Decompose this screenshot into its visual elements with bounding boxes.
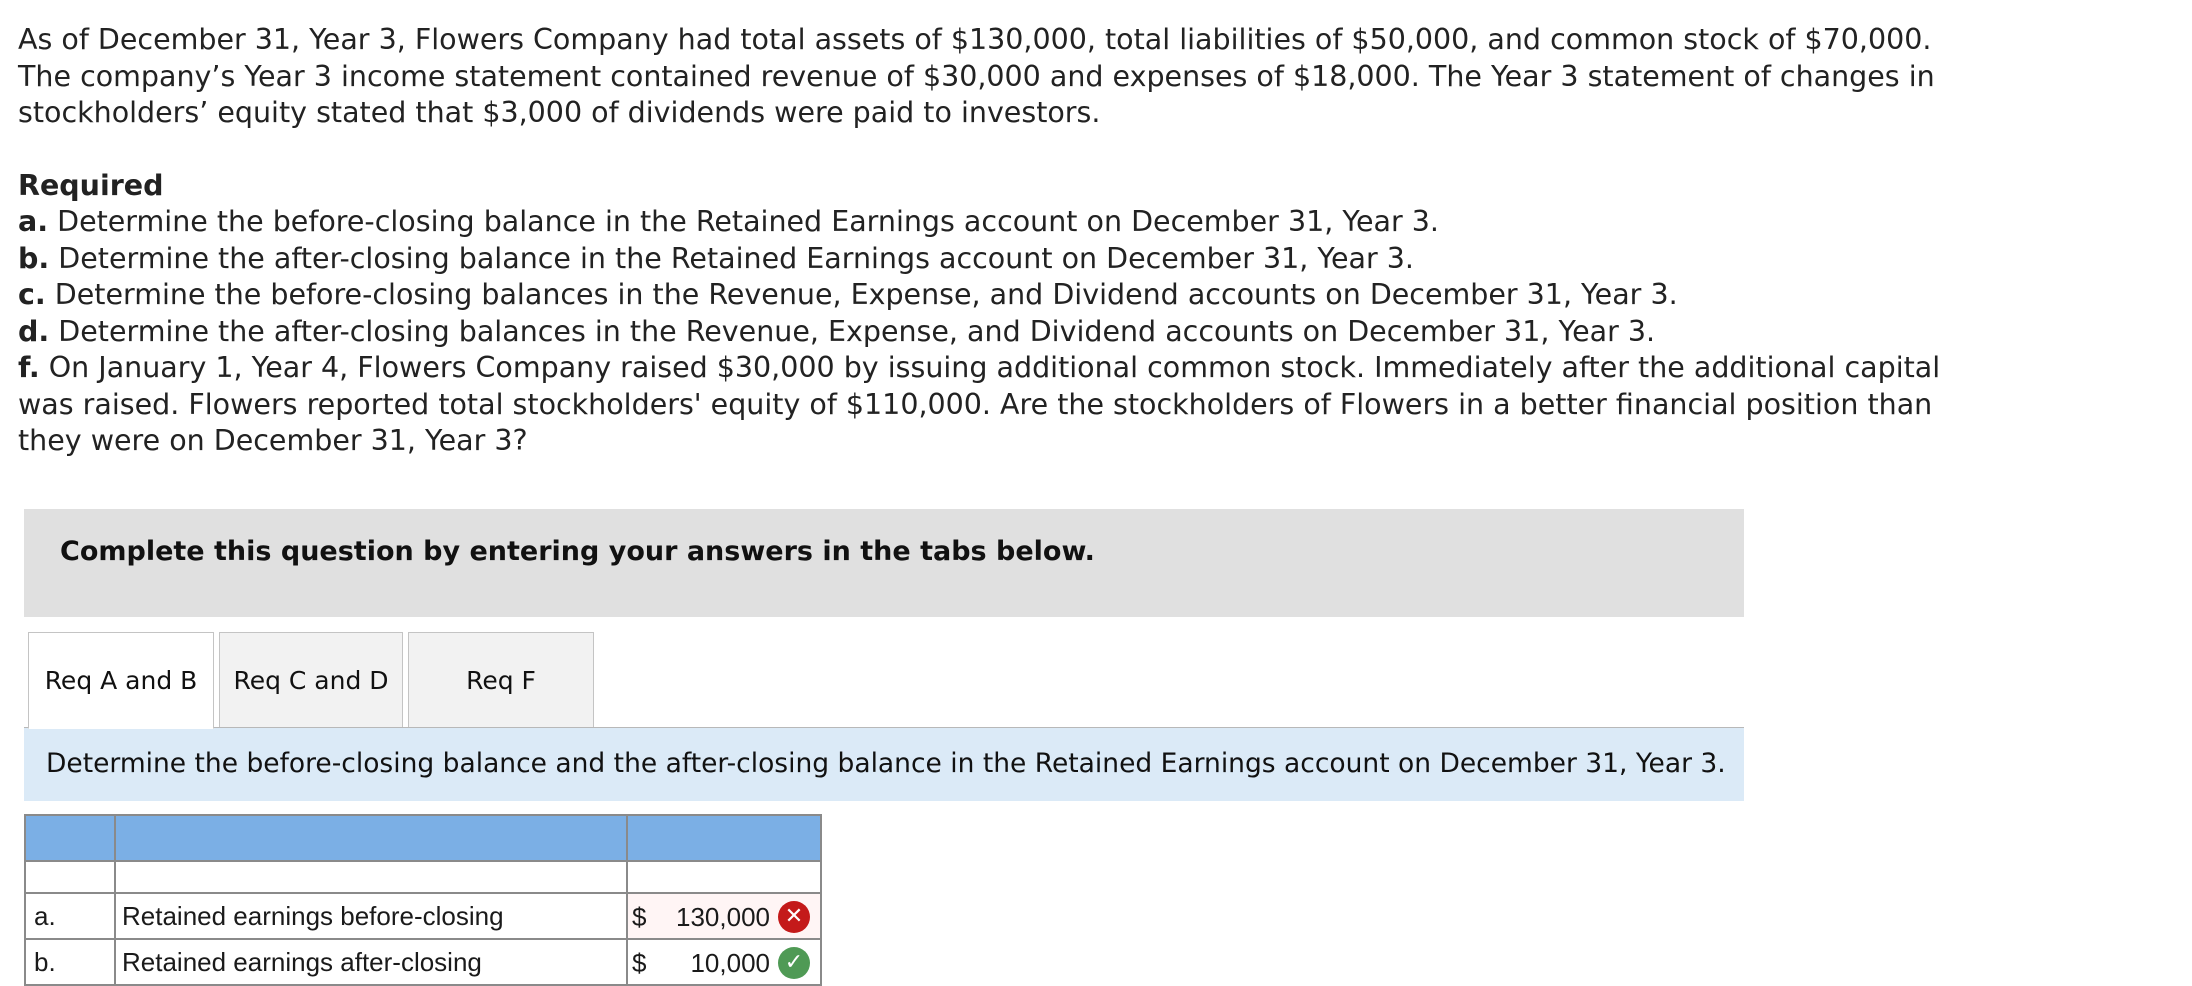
answer-table (24, 814, 822, 986)
instruction-banner (24, 509, 1744, 617)
table-row (25, 939, 821, 985)
amount-input[interactable] (627, 939, 821, 985)
required-title: Required (18, 168, 164, 202)
tab-req-f[interactable]: Req F (408, 632, 594, 728)
row-letter: a. (25, 893, 115, 939)
amount-value: 10,000 (690, 948, 770, 978)
required-section (18, 168, 1948, 460)
required-item-f: f. On January 1, Year 4, Flowers Company raised $30,000 by issuing additional common stock. Immediately after the additional capital was raised. Flowers reported total stockholders' equity of $110,000. Are the stockholders of Flowers in a better financial position than they were on December 31, Year 3? (18, 351, 1941, 457)
amount-value: 130,000 (676, 902, 770, 932)
currency-symbol: $ (632, 948, 647, 978)
problem-intro: As of December 31, Year 3, Flowers Company had total assets of $130,000, total liabilities of $50,000, and common stock of $70,000. The company’s Year 3 income statement contained revenue of $30,000 and expenses of $18,000. The Year 3 statement of changes in stockholders’ equity stated that $3,000 of dividends were paid to investors. (18, 23, 1935, 129)
tab-req-a-and-b[interactable]: Req A and B (28, 632, 214, 729)
row-letter: b. (25, 939, 115, 985)
amount-input[interactable] (627, 893, 821, 939)
table-header-row (25, 815, 821, 861)
table-spacer-row (25, 861, 821, 893)
tab-req-c-and-d[interactable]: Req C and D (219, 632, 403, 728)
required-item-a: a. Determine the before-closing balance in the Retained Earnings account on December 31, Year 3. (18, 205, 1439, 238)
table-row (25, 893, 821, 939)
required-item-b: b. Determine the after-closing balance in the Retained Earnings account on December 31, Year 3. (18, 241, 1414, 275)
currency-symbol: $ (632, 902, 647, 932)
incorrect-icon: ✕ (778, 901, 810, 933)
tab-prompt (24, 728, 1744, 801)
instruction-text: Complete this question by entering your answers in the tabs below. (60, 536, 1095, 567)
prompt-text: Determine the before-closing balance and the after-closing balance in the Retained Earnings account on December 31, Year 3. (46, 748, 1726, 779)
row-label: Retained earnings before-closing (115, 893, 627, 939)
required-item-d: d. Determine the after-closing balances in the Revenue, Expense, and Dividend accounts on December 31, Year 3. (18, 314, 1656, 348)
problem-statement (18, 22, 1948, 460)
correct-check-icon: ✓ (778, 947, 810, 979)
required-item-c: c. Determine the before-closing balances in the Revenue, Expense, and Dividend accounts on December 31, Year 3. (18, 278, 1678, 311)
row-label: Retained earnings after-closing (115, 939, 627, 985)
